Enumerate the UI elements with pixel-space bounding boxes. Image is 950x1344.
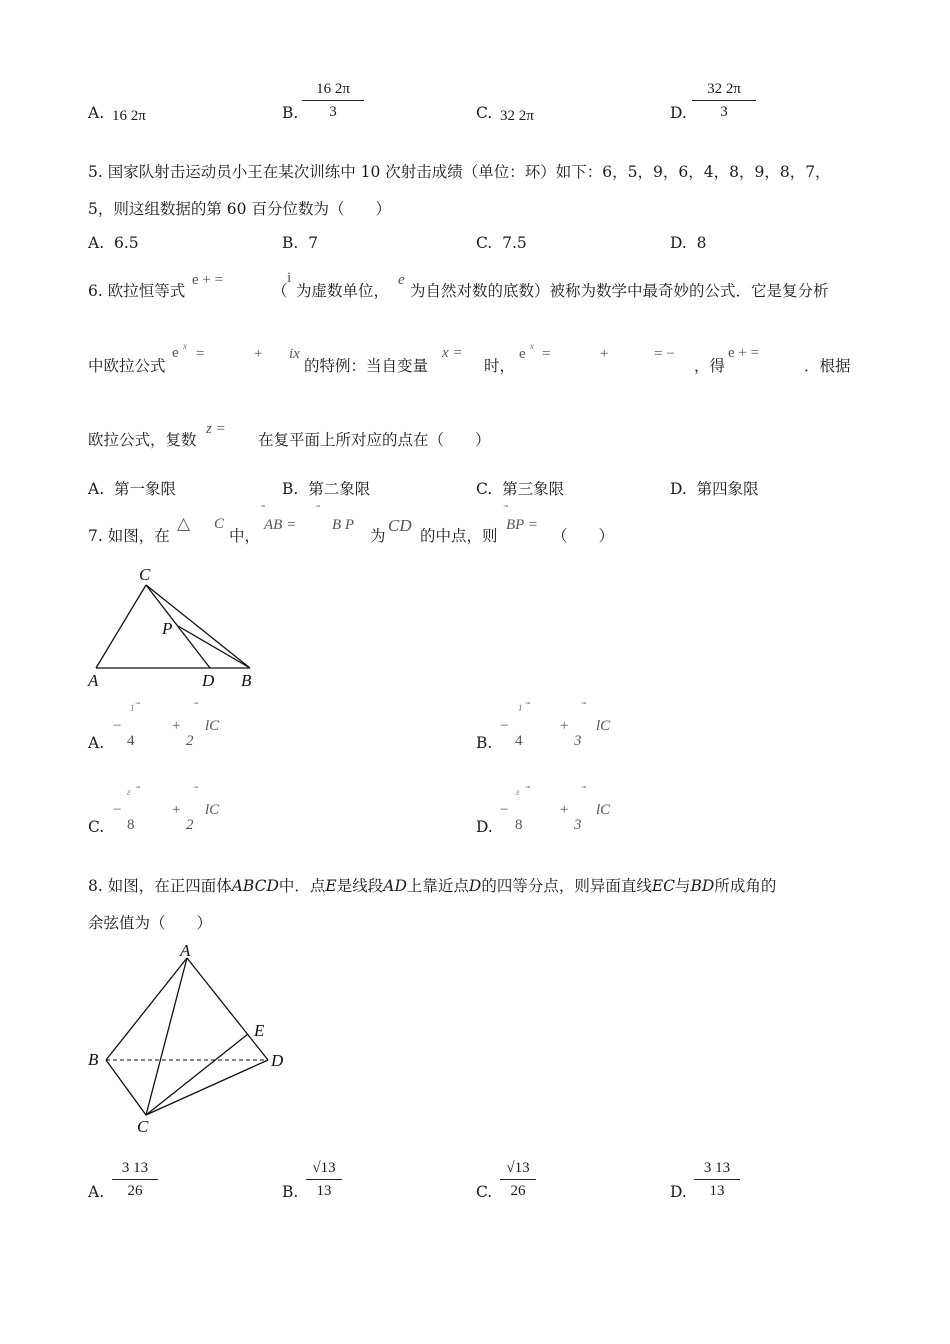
q7-option-b-minus: − [500, 718, 509, 734]
q7-option-b-plus: + [560, 718, 569, 734]
q6-option-c-label: C. [476, 480, 493, 498]
q4-option-d-label[interactable]: D. [670, 104, 687, 122]
q7-blank: （ ） [552, 527, 615, 545]
q7-option-a-plus: + [172, 718, 181, 734]
q6-l2-x-eq: x = [442, 345, 463, 361]
q8-label-a: A [180, 941, 191, 960]
q7-label-a: A [88, 671, 99, 690]
q6-line2-start: 中欧拉公式 [88, 357, 166, 375]
q5-option-a[interactable] [88, 233, 139, 253]
q4-option-c-value: 32 2π [500, 108, 534, 124]
q8-text-4: 上靠近点 [406, 877, 469, 895]
q6-i-symbol: i [287, 270, 292, 286]
q8-stem-line2: 余弦值为（ ） [88, 914, 213, 932]
q6-l2-according: ．根据 [804, 357, 851, 375]
q8-text-3: 是线段 [336, 877, 384, 895]
q7-option-b-label: B. [476, 734, 493, 752]
q5-option-b[interactable] [282, 233, 318, 253]
q6-l2-special-case: 的特例：当自变量 [304, 357, 429, 375]
q6-l2-exp2: x [530, 341, 534, 351]
q7-option-b-d2: 3 [574, 733, 582, 749]
q4-option-b-den: 3 [302, 100, 364, 121]
q8-option-a-fraction [112, 1159, 158, 1200]
q8-segment-ec [146, 1034, 248, 1115]
q8-option-c-label[interactable]: C. [476, 1183, 493, 1201]
q8-option-a-den: 26 [112, 1179, 158, 1200]
q8-option-a-num: 3 13 [121, 1160, 149, 1176]
q6-l2-plus: + [254, 346, 263, 362]
q6-z-eq: z = [206, 421, 226, 437]
q7-label-b: B [241, 671, 252, 690]
q7-option-a-label: A. [88, 734, 105, 752]
q8-option-b-label[interactable]: B. [282, 1183, 299, 1201]
q8-option-a-label[interactable]: A. [88, 1183, 105, 1201]
q6-option-a-value: 第一象限 [113, 480, 176, 498]
q5-option-b-label: B. [282, 234, 299, 252]
q5-option-c-label: C. [476, 234, 493, 252]
q6-intro-rest: 为自然对数的底数）被称为数学中最奇妙的公式．它是复分析 [410, 282, 829, 300]
q5-option-c[interactable] [476, 233, 527, 253]
q8-edge-ad [187, 958, 268, 1060]
q7-option-c-minus: − [113, 802, 122, 818]
q6-l2-ix: ix [289, 346, 300, 362]
q8-abcd: ABCD [231, 877, 279, 895]
q7-option-c-label: C. [88, 818, 105, 836]
q6-line3-start: 欧拉公式，复数 [88, 431, 197, 449]
q7-label-p: P [162, 619, 173, 638]
q8-option-d-fraction [694, 1159, 740, 1200]
q8-option-b-den: 13 [306, 1179, 342, 1200]
q6-intro: 6. 欧拉恒等式 [88, 282, 186, 300]
q7-in: 中， [229, 527, 261, 545]
q5-stem-line1: 5. 国家队射击运动员小王在某次训练中 10 次射击成绩（单位：环）如下：6，5，9，6，4，8，9，8，7， [88, 163, 831, 181]
q4-option-a-label[interactable]: A. [88, 104, 105, 122]
q7-b-p: B P [332, 517, 355, 533]
q8-point-e: E [325, 877, 337, 895]
q7-segment-pb [178, 626, 250, 668]
q7-option-b-tail: lC [596, 718, 611, 734]
q8-text-5: 的四等分点，则异面直线 [481, 877, 652, 895]
q7-midpoint-text: 的中点，则 [420, 527, 498, 545]
q6-option-b[interactable] [282, 479, 370, 499]
q8-option-c-fraction [500, 1159, 536, 1200]
q8-stem-line1 [88, 876, 776, 896]
q6-option-c[interactable] [476, 479, 564, 499]
q4-option-d-den: 3 [692, 100, 756, 121]
q7-label-c: C [139, 565, 151, 584]
q8-point-d: D [468, 877, 482, 895]
q8-tetrahedron-figure [84, 940, 294, 1140]
q7-option-d-tail: lC [596, 802, 611, 818]
q7-cd: CD [388, 516, 412, 535]
q6-l2-eq2: = [542, 346, 551, 362]
q6-l2-e: e [172, 345, 179, 361]
q8-ad: AD [383, 877, 407, 895]
q7-option-c-plus: + [172, 802, 181, 818]
q6-option-d-label: D. [670, 480, 687, 498]
q6-e-symbol: e [398, 272, 405, 288]
q7-option-d-d2: 3 [574, 817, 582, 833]
q5-option-d[interactable] [670, 233, 707, 253]
q8-option-c-den: 26 [500, 1179, 536, 1200]
q5-option-d-value: 8 [696, 234, 707, 252]
q8-option-b-fraction [306, 1159, 342, 1200]
q8-text-1: 8. 如图，在正四面体 [88, 877, 232, 895]
q7-option-a-d2: 2 [186, 733, 194, 749]
q8-option-c-num: √13 [506, 1160, 530, 1176]
q6-l2-e2: e [519, 346, 526, 362]
q8-bd: BD [690, 877, 715, 895]
q7-option-b-n1: 1 [518, 703, 523, 713]
q5-option-b-value: 7 [308, 234, 319, 252]
q8-edge-bc [106, 1060, 146, 1115]
q7-ab-eq: AB = [264, 517, 297, 533]
q7-intro: 7. 如图，在 [88, 527, 170, 545]
q7-c-letter: C [214, 516, 225, 532]
q7-option-d-label: D. [476, 818, 493, 836]
q7-option-d-minus: − [500, 802, 509, 818]
q7-option-a-d1: 4 [127, 733, 135, 749]
q8-label-e: E [254, 1021, 265, 1040]
q6-option-c-value: 第三象限 [502, 480, 565, 498]
q6-option-b-label: B. [282, 480, 299, 498]
q8-text-2: 中．点 [278, 877, 326, 895]
q6-l2-eq: = [196, 346, 205, 362]
q8-label-d: D [271, 1051, 284, 1070]
q7-edge-ac [96, 585, 146, 668]
q5-option-c-value: 7.5 [502, 234, 527, 252]
q4-option-d-fraction [692, 80, 756, 121]
q7-option-a-n1: 1 [130, 703, 135, 713]
q4-option-b-label[interactable]: B. [282, 104, 299, 122]
q8-option-d-label[interactable]: D. [670, 1183, 687, 1201]
q6-option-a[interactable] [88, 479, 176, 499]
q8-ec: EC [651, 877, 676, 895]
q8-option-d-den: 13 [694, 1179, 740, 1200]
q8-edge-ac [146, 958, 187, 1115]
q5-option-a-value: 6.5 [113, 234, 139, 252]
q5-option-d-label: D. [670, 234, 687, 252]
q6-l2-exp: x [183, 341, 187, 351]
q6-line3-rest: 在复平面上所对应的点在（ ） [258, 431, 491, 449]
q6-paren-open: （ [272, 282, 288, 300]
q8-text-6: 与 [675, 877, 691, 895]
q7-triangle-figure [86, 564, 266, 690]
q7-option-d-n1: ε [516, 787, 520, 797]
q8-text-7: 所成角的 [714, 877, 777, 895]
q7-triangle-symbol: △ [177, 514, 191, 533]
q7-option-d-plus: + [560, 802, 569, 818]
q7-option-c-n1: ε [127, 787, 131, 797]
q7-bp-eq: BP = [506, 517, 538, 533]
q7-label-d: D [202, 671, 215, 690]
q4-option-a-value: 16 2π [112, 108, 146, 124]
q4-option-b-num: 16 2π [316, 81, 350, 97]
q8-label-b: B [88, 1050, 99, 1069]
q6-l2-get: ，得 [694, 357, 726, 375]
q8-edge-cd [146, 1060, 268, 1115]
q6-option-d-value: 第四象限 [696, 480, 759, 498]
q7-option-c-d1: 8 [127, 817, 135, 833]
q7-option-c-tail: lC [205, 802, 220, 818]
q6-imag-unit-text: 为虚数单位， [296, 282, 390, 300]
q6-option-a-label: A. [88, 480, 105, 498]
q6-option-d[interactable] [670, 479, 759, 499]
q8-option-d-num: 3 13 [703, 1160, 731, 1176]
q4-option-d-num: 32 2π [707, 81, 741, 97]
q7-option-b-d1: 4 [515, 733, 523, 749]
q6-l2-plus2: + [600, 346, 609, 362]
q6-l2-eq-neg: = − [654, 346, 675, 362]
q5-stem-line2: 5，则这组数据的第 60 百分位数为（ ） [88, 200, 391, 218]
q7-is: 为 [370, 527, 386, 545]
q8-edge-ab [106, 958, 187, 1060]
q4-option-b-fraction [302, 80, 364, 121]
q7-option-d-d1: 8 [515, 817, 523, 833]
q7-option-c-d2: 2 [186, 817, 194, 833]
q5-option-a-label: A. [88, 234, 105, 252]
q6-option-b-value: 第二象限 [308, 480, 371, 498]
q6-l2-when: 时， [484, 357, 516, 375]
q8-label-c: C [137, 1117, 149, 1136]
q7-option-a-tail: lC [205, 718, 220, 734]
q8-option-b-num: √13 [312, 1160, 336, 1176]
q4-option-c-label[interactable]: C. [476, 104, 493, 122]
q6-euler-identity: e + = [192, 272, 224, 288]
q7-option-a-minus: − [113, 718, 122, 734]
q6-l2-identity: e + = [728, 345, 760, 361]
